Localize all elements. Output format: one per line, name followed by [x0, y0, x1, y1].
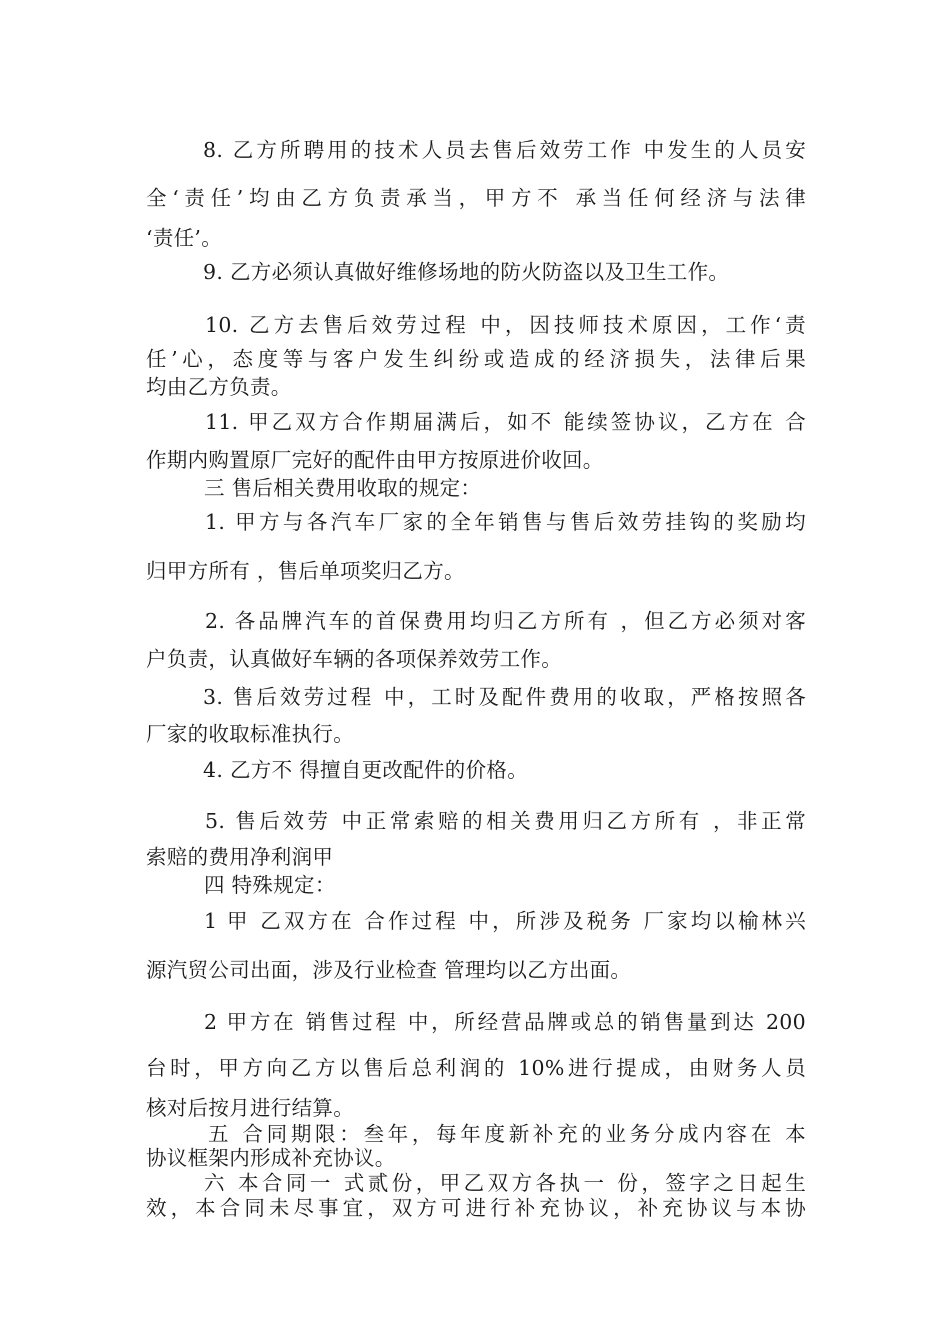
text-line: 2. 各品牌汽车的首保费用均归乙方所有 ，但乙方必须对客: [205, 609, 806, 633]
text-line: 10. 乙方去售后效劳过程 中，因技师技术原因，工作‘责: [205, 313, 806, 337]
text-line: 11. 甲乙双方合作期届满后，如不 能续签协议，乙方在 合: [205, 410, 806, 434]
section-heading: 六 本合同一 式贰份，甲乙双方各执一 份，签字之日起生: [204, 1171, 806, 1195]
text-line: 9. 乙方必须认真做好维修场地的防火防盗以及卫生工作。: [203, 260, 730, 284]
text-line: 1. 甲方与各汽车厂家的全年销售与售后效劳挂钩的奖励均: [205, 510, 806, 534]
text-line: 效，本合同未尽事宜，双方可进行补充协议，补充协议与本协: [146, 1196, 806, 1220]
text-line: 4. 乙方不 得擅自更改配件的价格。: [203, 758, 528, 782]
text-line: 归甲方所有 ，售后单项奖归乙方。: [146, 559, 465, 583]
text-line: 源汽贸公司出面，涉及行业检查 管理均以乙方出面。: [146, 958, 632, 982]
text-line: 作期内购置原厂完好的配件由甲方按原进价收回。: [146, 448, 604, 472]
section-heading: 三 售后相关费用收取的规定：: [204, 476, 482, 500]
section-heading: 五 合同期限：叁年，每年度新补充的业务分成内容在 本: [208, 1122, 806, 1146]
text-line: 1 甲 乙双方在 合作过程 中，所涉及税务 厂家均以榆林兴: [204, 909, 806, 933]
text-line: 均由乙方负责。: [146, 375, 292, 399]
text-line: 台时，甲方向乙方以售后总利润的 10%进行提成，由财务人员: [146, 1056, 806, 1080]
text-line: 8. 乙方所聘用的技术人员去售后效劳工作 中发生的人员安: [203, 138, 806, 162]
text-line: 5. 售后效劳 中正常索赔的相关费用归乙方所有 ，非正常: [205, 809, 806, 833]
text-line: 2 甲方在 销售过程 中，所经营品牌或总的销售量到达 200: [204, 1010, 806, 1034]
text-line: 3. 售后效劳过程 中，工时及配件费用的收取，严格按照各: [203, 685, 806, 709]
text-line: 户负责，认真做好车辆的各项保养效劳工作。: [146, 647, 562, 671]
text-line: 厂家的收取标准执行。: [146, 722, 354, 746]
text-line: 核对后按月进行结算。: [146, 1096, 354, 1120]
text-line: 索赔的费用净利润甲: [146, 845, 334, 869]
text-line: 协议框架内形成补充协议。: [146, 1146, 396, 1170]
section-heading: 四 特殊规定：: [204, 873, 336, 897]
text-line: ‘责任’。: [146, 226, 223, 250]
text-line: 全‘责任’均由乙方负责承当，甲方不 承当任何经济与法律: [146, 186, 806, 210]
text-line: 任’心，态度等与客户发生纠纷或造成的经济损失，法律后果: [146, 347, 806, 371]
